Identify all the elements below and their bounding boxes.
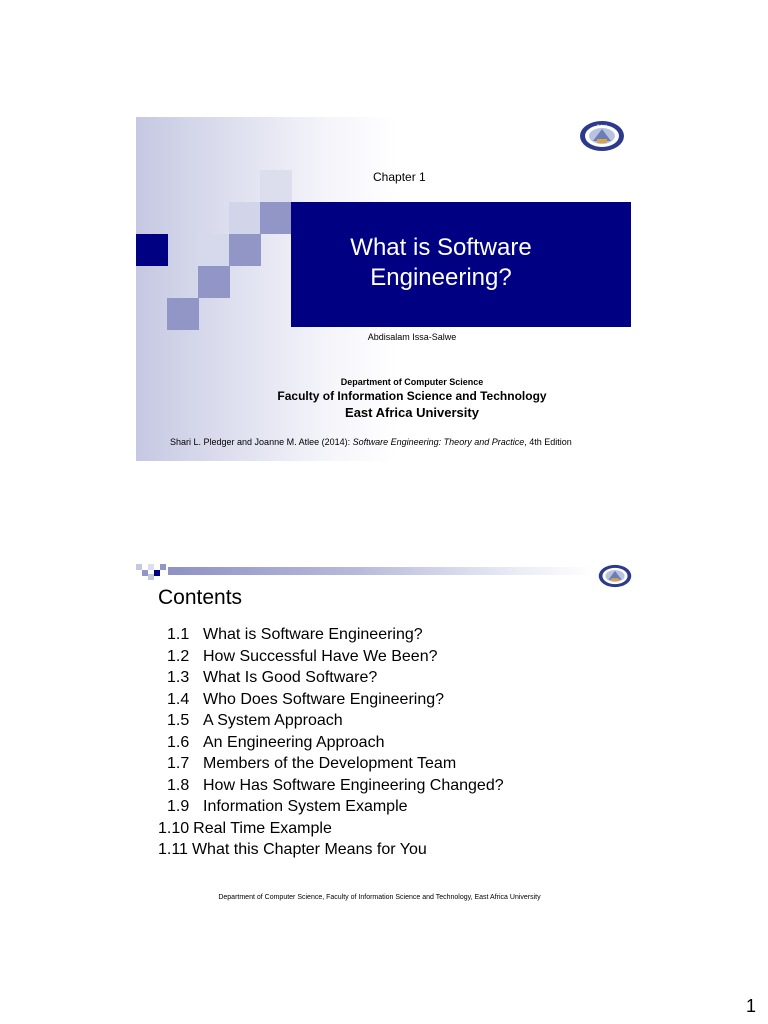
list-item <box>158 818 504 840</box>
citation-suffix: , 4th Edition <box>524 437 572 447</box>
item-text: Real Time Example <box>193 819 332 837</box>
list-item <box>158 796 504 818</box>
item-text: What this Chapter Means for You <box>191 841 427 858</box>
deco-square <box>198 266 230 298</box>
item-text: Information System Example <box>203 798 408 815</box>
chapter-label: Chapter 1 <box>373 170 426 184</box>
deco-square <box>160 564 166 570</box>
item-number: 1.4 <box>167 690 190 708</box>
item-text: How Has Software Engineering Changed? <box>203 776 504 794</box>
item-number: 1.11 <box>158 841 188 858</box>
item-number: 1.3 <box>167 669 190 686</box>
item-number: 1.8 <box>167 776 190 794</box>
item-number: 1.9 <box>167 798 190 815</box>
contents-list <box>158 624 504 861</box>
department: Department of Computer Science <box>340 377 484 387</box>
item-text: How Successful Have We Been? <box>203 647 438 665</box>
list-item <box>158 839 504 861</box>
author: Abdisalam Issa-Salwe <box>367 332 457 342</box>
logo-text: E.A.U <box>596 123 608 128</box>
citation <box>170 437 572 447</box>
university-logo <box>579 120 625 152</box>
deco-square <box>229 234 261 266</box>
item-text: Members of the Development Team <box>203 755 457 772</box>
list-item <box>158 732 504 754</box>
deco-square <box>154 570 160 576</box>
slide-title: What is Software Engineering? <box>350 234 532 291</box>
citation-book: Software Engineering: Theory and Practice <box>352 437 525 447</box>
slide-footer: Department of Computer Science, Faculty of Information Science and Technology, East Africa University <box>218 894 541 901</box>
contents-title: Contents <box>158 586 243 609</box>
item-text: A System Approach <box>203 712 343 729</box>
deco-square <box>260 170 292 202</box>
list-item <box>158 689 504 711</box>
header-bar <box>168 567 593 575</box>
list-item <box>158 775 504 797</box>
university: East Africa University <box>345 405 479 420</box>
list-item <box>158 667 504 689</box>
page-number: 1 <box>745 996 756 1016</box>
item-number: 1.2 <box>167 647 190 665</box>
item-text: What is Software Engineering? <box>203 626 423 643</box>
item-text: What Is Good Software? <box>203 669 378 686</box>
item-number: 1.10 <box>158 819 190 837</box>
deco-square <box>260 202 292 234</box>
item-number: 1.5 <box>167 712 190 729</box>
item-text: An Engineering Approach <box>203 733 385 751</box>
citation-prefix: Shari L. Pledger and Joanne M. Atlee (2014): <box>170 437 353 447</box>
faculty: Faculty of Information Science and Technology <box>277 389 547 403</box>
item-number: 1.1 <box>167 626 190 643</box>
deco-square <box>167 298 199 330</box>
title-slide <box>136 117 631 461</box>
university-logo <box>598 564 632 588</box>
list-item <box>158 710 504 732</box>
deco-square <box>136 234 168 266</box>
list-item <box>158 624 504 646</box>
list-item <box>158 753 504 775</box>
contents-slide <box>136 562 631 907</box>
item-text: Who Does Software Engineering? <box>203 690 445 708</box>
item-number: 1.6 <box>167 733 190 751</box>
deco-square <box>198 234 230 266</box>
item-number: 1.7 <box>167 755 190 772</box>
list-item <box>158 646 504 668</box>
deco-square <box>229 202 261 234</box>
deco-square <box>148 574 154 580</box>
